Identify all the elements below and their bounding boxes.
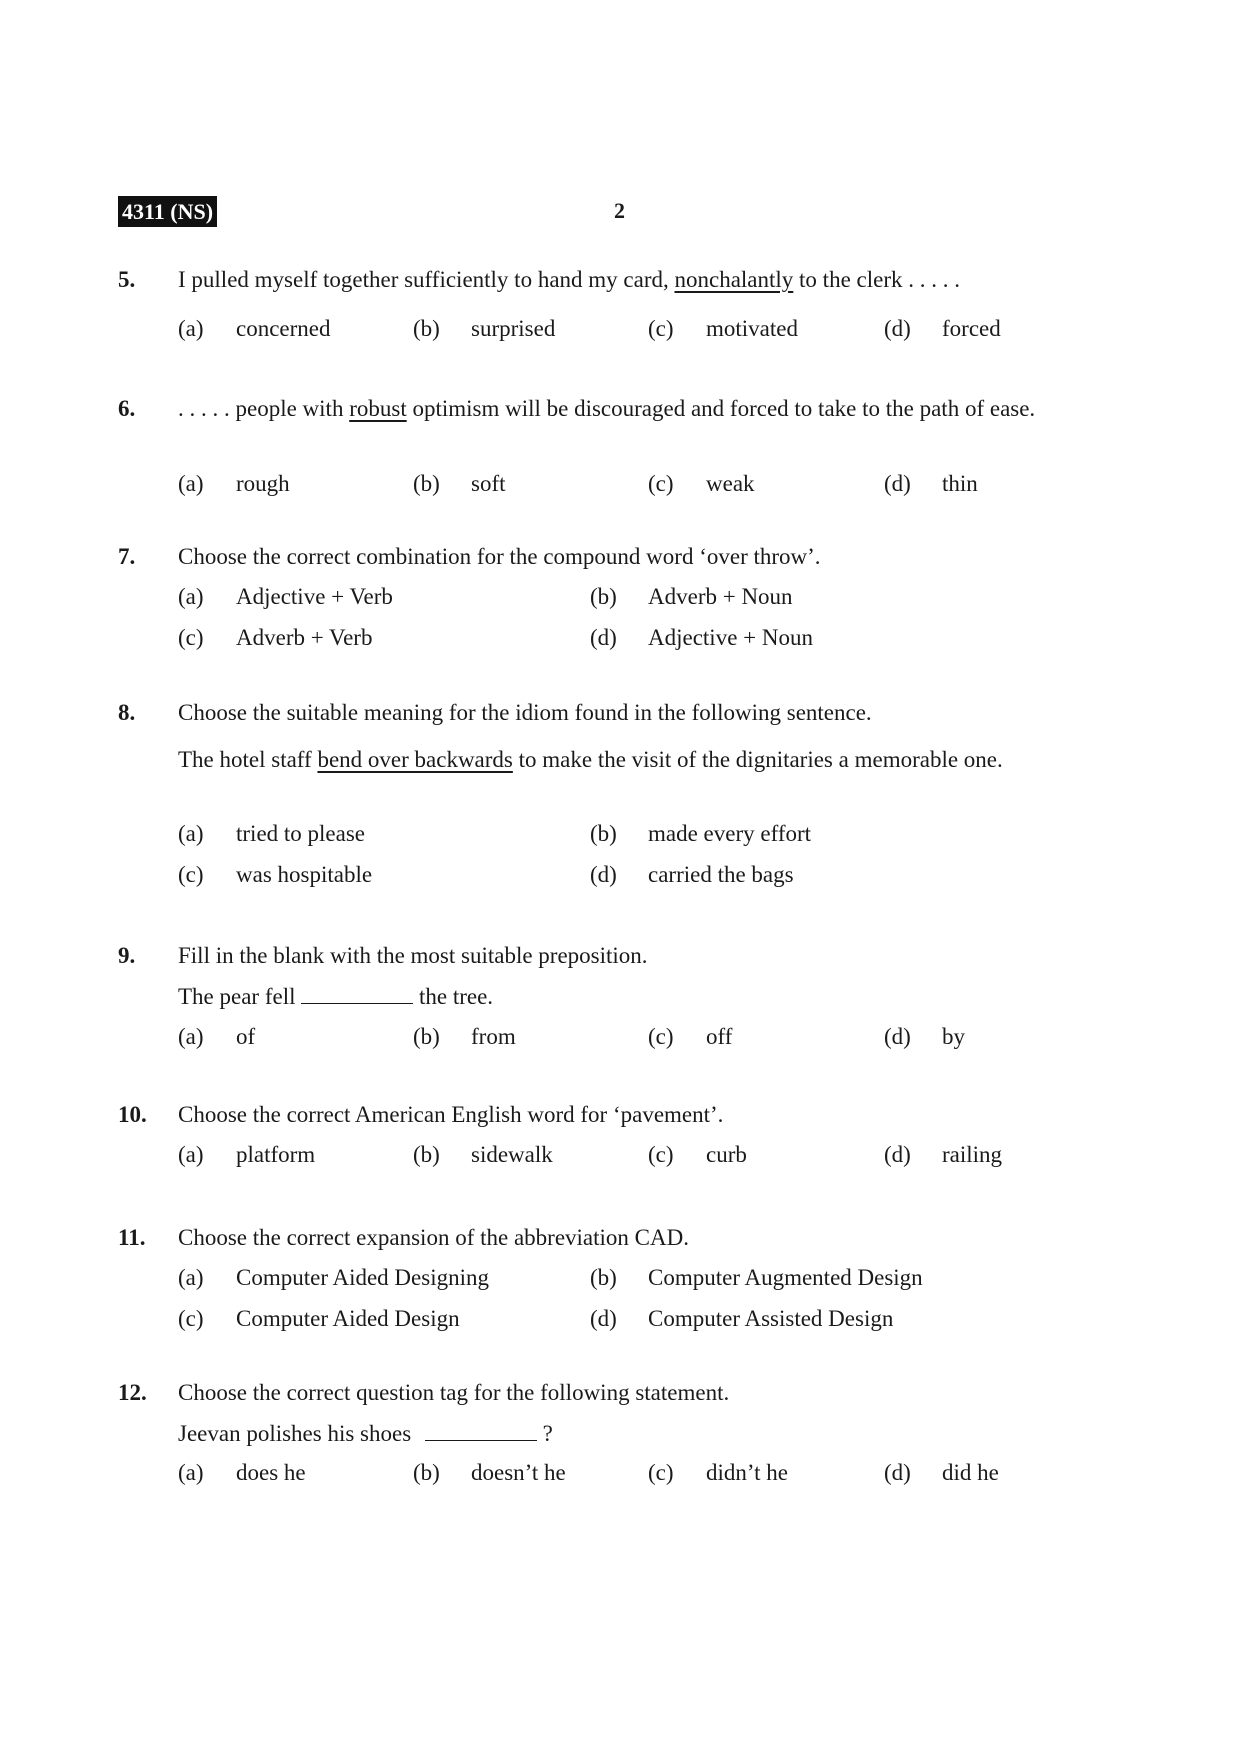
question-text: . . . . . people with robust optimism will be discouraged and forced to take to the path of ease. [178,396,1036,421]
question-text: I pulled myself together sufficiently to hand my card, nonchalantly to the clerk . . . . . [178,267,961,292]
page-number: 2 [614,198,625,223]
question-8: 8. Choose the suitable meaning for the idiom found in the following sentence. The hotel staff bend over backwards to make the visit of the dignitaries a memorable one. (a) tried to please (b) made every effort (c) was hospitable (d) carried the bags [118,696,1078,896]
question-number: 5. [118,267,136,292]
tag-sentence: Jeevan polishes his shoes ? [178,1416,1078,1450]
answer-blank[interactable] [425,1416,537,1441]
idiom-sentence: The hotel staff bend over backwards to make the visit of the dignitaries a memorable one. [178,747,1003,772]
question-9: 9. Fill in the blank with the most suitable preposition. The pear fell the tree. (a) of (b) from (c) off (d) by [118,939,1078,1059]
question-number: 8. [118,700,136,725]
question-6: 6. . . . . . people with robust optimism will be discouraged and forced to take to the path of ease. (a) rough (b) soft (c) weak (d) thin [118,392,1078,502]
question-10: 10. Choose the correct American English word for ‘pavement’. (a) platform (b) sidewalk (c) curb (d) railing [118,1098,1078,1178]
question-text: Choose the correct expansion of the abbreviation CAD. [178,1225,689,1250]
underlined-word: robust [349,396,407,421]
underlined-idiom: bend over backwards [317,747,513,772]
page-header [118,196,1128,232]
answer-blank[interactable] [301,979,413,1004]
question-text: Choose the correct combination for the compound word ‘over throw’. [178,544,821,569]
question-text: Choose the correct American English word for ‘pavement’. [178,1102,724,1127]
question-text: Choose the correct question tag for the following statement. [178,1380,730,1405]
fill-sentence: The pear fell the tree. [178,979,1078,1013]
underlined-word: nonchalantly [674,267,794,292]
question-7: 7. Choose the correct combination for the compound word ‘over throw’. (a) Adjective + Verb (b) Adverb + Noun (c) Adverb + Verb (d) Adjective + Noun [118,540,1078,660]
question-number: 12. [118,1380,147,1405]
question-number: 9. [118,943,136,968]
question-number: 10. [118,1102,147,1127]
question-text: Choose the suitable meaning for the idiom found in the following sentence. [178,700,872,725]
question-number: 11. [118,1225,146,1250]
question-5: 5. I pulled myself together sufficiently to hand my card, nonchalantly to the clerk . . . . . (a) concerned (b) surprised (c) motivated (d) forced [118,263,1078,343]
question-text: Fill in the blank with the most suitable preposition. [178,943,648,968]
question-number: 7. [118,544,136,569]
paper-code: 4311 (NS) [118,196,217,227]
question-12: 12. Choose the correct question tag for the following statement. Jeevan polishes his shoes ? (a) does he (b) doesn’t he (c) didn’t he (d) did he [118,1376,1078,1496]
question-11: 11. Choose the correct expansion of the abbreviation CAD. (a) Computer Aided Designing (b) Computer Augmented Design (c) Computer Aided Design (d) Computer Assisted Design [118,1221,1078,1341]
question-number: 6. [118,396,136,421]
